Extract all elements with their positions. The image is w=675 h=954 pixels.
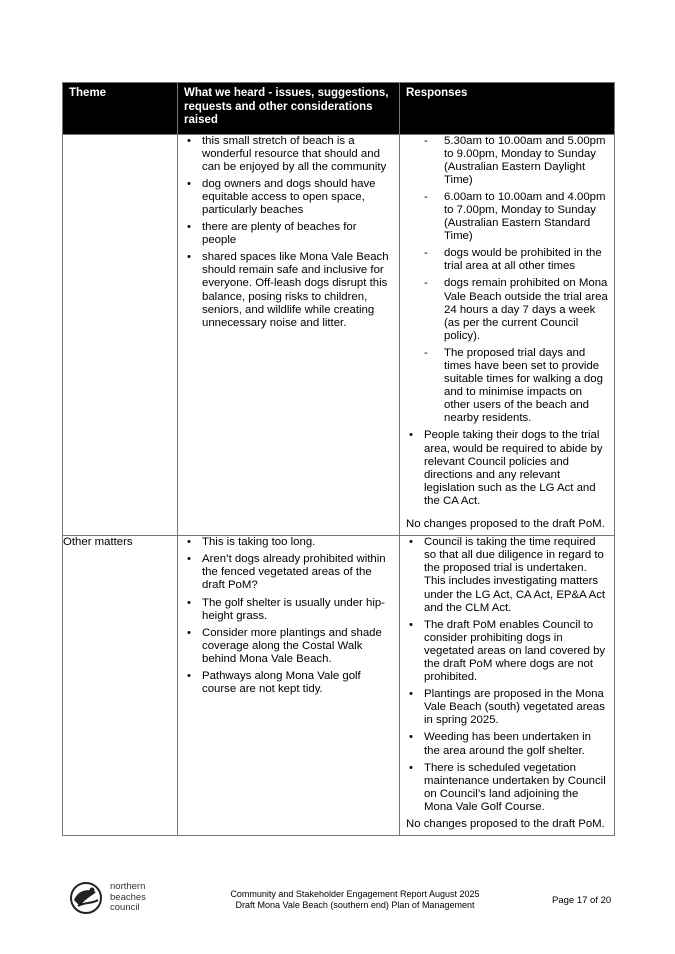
brand-line: council: [110, 902, 140, 913]
list-item: • there are plenty of beaches for people: [178, 221, 399, 247]
footer-title: [200, 889, 510, 911]
list-item: • Council is taking the time required so that all due diligence in regard to the proposed trial is undertaken. This includes investigating matters under the LG Act, CA Act, EP&A Act and the CLM Act.: [400, 536, 614, 615]
list-item: - 5.30am to 10.00am and 5.00pm to 9.00pm, Monday to Sunday (Australian Eastern Daylight Time): [400, 135, 614, 187]
header-what-we-heard: What we heard - issues, suggestions, requests and other considerations raised: [178, 83, 400, 135]
list-item: • dog owners and dogs should have equitable access to open space, particularly beaches: [178, 178, 399, 217]
list-item: • shared spaces like Mona Vale Beach should remain safe and inclusive for everyone. Off-leash dogs disrupt this balance, posing risks to children, seniors, and wildlife while creating unnecessary noise and litter.: [178, 251, 399, 330]
theme-cell: [63, 134, 178, 536]
theme-cell: Other matters: [63, 536, 178, 836]
list-item: - dogs remain prohibited on Mona Vale Beach outside the trial area 24 hours a day 7 days a week (as per the current Council policy).: [400, 277, 614, 342]
list-item: • The draft PoM enables Council to consider prohibiting dogs in vegetated areas on land covered by the draft PoM where dogs are not prohibited.: [400, 619, 614, 684]
footer-plan-title: Draft Mona Vale Beach (southern end) Plan of Management: [235, 900, 475, 910]
list-item: - dogs would be prohibited in the trial area at all other times: [400, 247, 614, 273]
list-item: • This is taking too long.: [178, 536, 399, 549]
table-row: [63, 134, 615, 536]
list-item: - 6.00am to 10.00am and 4.00pm to 7.00pm, Monday to Sunday (Australian Eastern Standard Time): [400, 191, 614, 243]
list-item: • Pathways along Mona Vale golf course are not kept tidy.: [178, 670, 399, 696]
list-item: • People taking their dogs to the trial area, would be required to abide by relevant Council policies and directions and any relevant legislation such as the LG Act and the CA Act.: [400, 429, 614, 508]
brand-line: beaches: [110, 891, 146, 903]
council-logo-icon: [66, 880, 106, 916]
list-item: • this small stretch of beach is a wonderful resource that should and can be enjoyed by all the community: [178, 135, 399, 174]
list-item: • Aren’t dogs already prohibited within the fenced vegetated areas of the draft PoM?: [178, 553, 399, 592]
list-item: • The golf shelter is usually under hip-height grass.: [178, 597, 399, 623]
no-changes-note: No changes proposed to the draft PoM.: [406, 518, 605, 531]
responses-cell: [400, 536, 615, 836]
footer-report-title: Community and Stakeholder Engagement Report August 2025: [230, 889, 480, 899]
header-theme: Theme: [63, 83, 178, 135]
no-changes-note: No changes proposed to the draft PoM.: [406, 818, 605, 830]
list-item: • Consider more plantings and shade coverage along the Costal Walk behind Mona Vale Beach.: [178, 627, 399, 666]
table-row: [63, 536, 615, 836]
engagement-table: [62, 82, 615, 836]
heard-cell: [178, 536, 400, 836]
list-item: • Weeding has been undertaken in the area around the golf shelter.: [400, 731, 614, 757]
page-number: Page 17 of 20: [552, 895, 612, 906]
list-item: • There is scheduled vegetation maintenance undertaken by Council on Council’s land adjoining the Mona Vale Golf Course.: [400, 762, 614, 814]
heard-cell: [178, 134, 400, 536]
table-header-row: [63, 83, 615, 135]
list-item: • Plantings are proposed in the Mona Vale Beach (south) vegetated areas in spring 2025.: [400, 688, 614, 727]
list-item: - The proposed trial days and times have been set to provide suitable times for walking a dog and to minimise impacts on other users of the beach and nearby residents.: [400, 347, 614, 426]
brand-line: northern: [110, 881, 146, 892]
responses-cell: [400, 134, 615, 536]
council-brand-text: [110, 882, 146, 914]
header-responses: Responses: [400, 83, 615, 135]
